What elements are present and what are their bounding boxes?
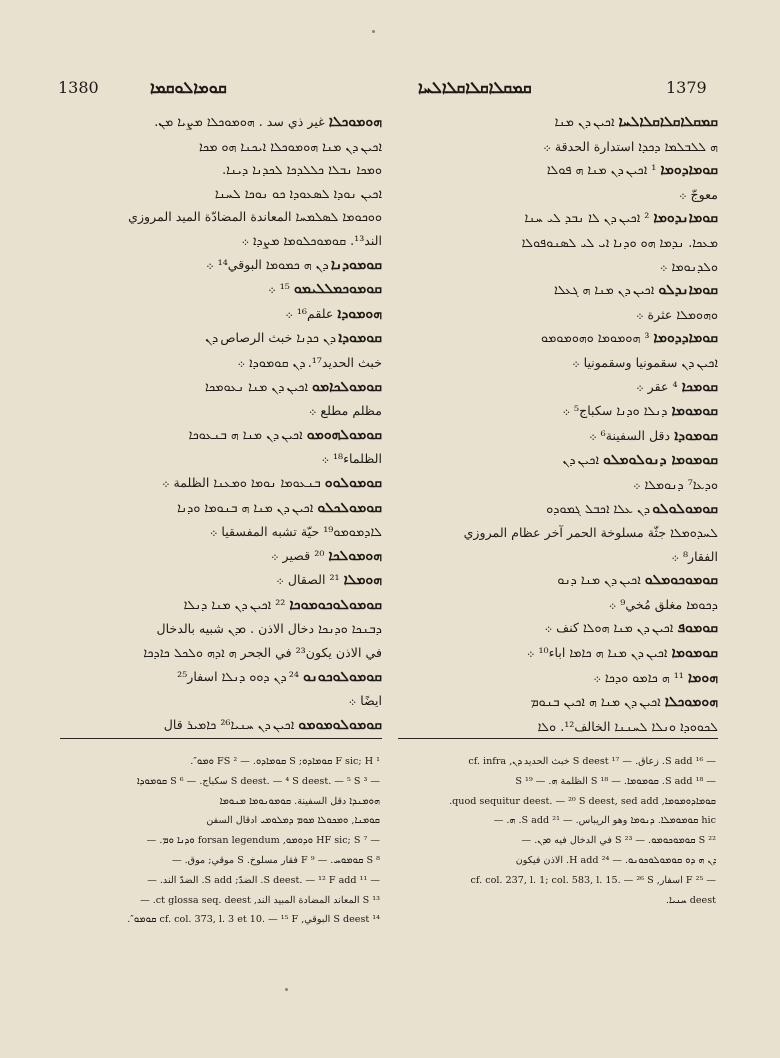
- dictionary-line: [398, 326, 718, 351]
- dictionary-line: [60, 713, 382, 738]
- entry-text: ²² ܐܟܝܢ ܕܢ ܡܢܐ ܕܢܠܐ: [183, 596, 286, 612]
- headword: ܩܘܡܘܠܘܘ: [324, 474, 382, 491]
- footnote-line: ¹³ S المعاند المضادة المبيد الند, ct glossa seq. deest. —: [140, 894, 380, 906]
- page-number-left: 1380: [58, 78, 99, 97]
- right-column: [398, 110, 718, 738]
- headword: ܩܘܡܐܕܘܡܐ: [660, 162, 718, 179]
- dictionary-line: [398, 545, 718, 569]
- entry-text: ܘܠܕܢܘܡܐ ܀: [659, 258, 718, 274]
- entry-text: ܐܟܝܢ ܕܢ ܡܢܐ ܗܘܡܘܟܠܐ ܐܝܟܢܐ ܗܘ ܡܟܐ: [198, 138, 382, 154]
- footnote-line: — ³ S deest. — ⁴ S deest. — ⁵ S سكباج. — ⁶ S ܩܘܡܘܕܐ: [137, 775, 380, 787]
- entry-text: ܕܟܘܡܐ مغلق مُخي⁹ ܀: [608, 596, 718, 612]
- headword: ܩܘܡܘܕܢܐ: [330, 256, 382, 273]
- footnote-line: — ²⁵ F اسفار, cf. col. 237, l. 1; col. 583, l. 15. — ²⁶ S: [470, 874, 716, 886]
- footnotes-left: [62, 752, 380, 930]
- entry-text: ܘܡܟܐ ܢܒܠܐ ܟܠܠܕܟܐ ܠܟܕܢܐ ܕܝܢܐ.: [222, 162, 382, 178]
- dictionary-line: [398, 666, 718, 691]
- dictionary-line: [398, 616, 718, 641]
- footnote-line: ܕܢ ܗ ܕܘ ܩܘܡܘܠܘܟܘܢܘ. — ²⁴ H add. الاذن فيكون: [515, 854, 716, 866]
- dictionary-line: [398, 375, 718, 400]
- dictionary-line: [398, 424, 718, 449]
- dictionary-line: [398, 715, 718, 739]
- dictionary-line: [398, 593, 718, 617]
- headword: ܩܘܡܘܡܐ: [671, 403, 718, 420]
- headword: ܗܘܡܘܟܠܐ: [328, 114, 382, 130]
- headword: ܩܘܡܐܕܕܘܡܐ: [653, 330, 718, 347]
- entry-text: في الاذن يكون²³ في الجحر ܗ ܐܕܗ ܘܠܟܠ ܟܐܕܟܐ: [143, 645, 382, 661]
- entry-text: ܒܢܥܘܡܐ ܢܘܡܐ ܘܡܥܢܐ الظلمة ܀: [161, 474, 321, 490]
- entry-text: ܐܟܝܢ ܕܢ ܡܢܐ ܗ ܓܥܠܐ: [554, 282, 655, 298]
- headword: ܩܘܡܐܢܕܘܡܐ: [653, 210, 718, 227]
- dictionary-line: [60, 158, 382, 182]
- headword: ܩܘܡܐܢܕܠܘ: [658, 282, 718, 299]
- entry-text: ܐܟܝܢ ܕܢ ܡܢܐ ܗ ܟܐܡܐ اباء¹⁰ ܀: [526, 645, 668, 661]
- dictionary-line: [398, 183, 718, 207]
- entry-text: ܐܟܝܢ ܕܢ سقمونيا وسقمونيا ܀: [572, 354, 718, 370]
- entry-text: ܐܟܝܢ ܕܢ ܡܢܐ ܢܥܘܡܟܐ: [205, 378, 308, 394]
- entry-text: ² ܐܟܝܢ ܕܢ ܠܐ ܢܒܕ ܠܝ ܚܢܐ: [524, 210, 650, 226]
- headword: ܩܘܡܘܕܐ: [338, 330, 382, 347]
- entry-text: ܠܚܕܘܡܠܐ جثّة مسلوخة الحمر آخر عظام المروزي: [463, 525, 718, 541]
- headword: ܩܡܩܠܐܩܠܐܩܠܐܠܚܐ: [618, 114, 718, 130]
- headword: ܩܘܡܘܕܐ: [674, 427, 718, 444]
- dictionary-line: [60, 593, 382, 618]
- footnote-line: — ¹¹ S deest. — ¹² F add. الضدّ; S add. الضدّ الند. —: [147, 874, 380, 886]
- entry-text: ܕܢ ܟܕܢܐ خبث الرصاص ܕܢ: [205, 330, 335, 346]
- headword: ܗܘܡܐ: [687, 669, 718, 686]
- footnote-line: ⁸ S ܩܘܡܘܚ. — ⁹ F فقار مسلوخ. S موقي; موق. —: [171, 854, 380, 866]
- entry-text: ܕܒܢܟܐ ܘܕܢܟܐ دخال الاذن . ܘܕܢ شبيه بالدخال: [156, 621, 382, 637]
- headword: ܩܘܡܘܟܘܡܠܘ: [644, 572, 718, 589]
- headword: ܩܘܡܘܠܘܟܘܢܘ: [302, 668, 382, 685]
- dictionary-line: [60, 110, 382, 135]
- dictionary-line: [60, 277, 382, 302]
- footnote-line: ܩܘܡܐܕܘܡܘܡܐ, quod sequitur deest. — ²⁰ S deest, sed add.: [449, 795, 716, 807]
- footnote-line: ¹ F sic; H ܩܘܡܐܕܘ; S ܩܘܡܐܕܘ. — ² FS ܘܡܘ″.: [190, 756, 380, 767]
- headword: ܩܘܡܘܡܐ ܕܢܘܠܘܡܠܘ: [603, 452, 718, 469]
- entry-text: ܕܢ ܥܠܐ ܐܟܒܠ ܓܡܘܕܘ: [546, 500, 649, 516]
- headword: ܩܘܡܘܟܡܠܠܝܡܘ: [293, 281, 382, 298]
- dictionary-line: [60, 617, 382, 641]
- dictionary-line: [398, 278, 718, 303]
- entry-text: ܐܟܝܢ ܢܘܕܐ ܠܣܥܘܕܐ ܟܘ ܢܘܟܐ ܠܚܢܐ: [214, 185, 382, 201]
- footnote-line: — ¹⁸ S add. ܩܘܡܘܡܐ. — ¹⁸ S الظلمة ܗ. — ¹⁹ S: [515, 775, 716, 787]
- entry-text: معوجّ ܀: [678, 186, 718, 202]
- dictionary-line: [398, 497, 718, 522]
- entry-text: ܘܗܘܡܠܐ عثرة ܀: [636, 306, 718, 322]
- dictionary-line: [60, 447, 382, 471]
- dictionary-line: [60, 665, 382, 690]
- footnote-line: ¹⁴ S deest البوقي, cf. col. 373, l. 3 et 10. — ¹⁵ F ܩܘܡܘ″.: [127, 914, 380, 926]
- headword: ܩܘܡܘܡܐ: [671, 645, 718, 662]
- dictionary-line: [60, 568, 382, 593]
- entry-text: ⁴ عقر ܀: [636, 378, 678, 394]
- dictionary-line: [60, 182, 382, 206]
- headword: ܩܘܡܟܐ: [681, 378, 718, 395]
- entry-text: ²⁴ ܕܢ ܕܘܘ ܕܢܠܐ اسفار²⁵: [177, 668, 299, 684]
- footnote-line: deest ܚܢܝܐ.: [665, 894, 716, 906]
- headword: ܩܘܡܘܠܘܡܘܡܘ: [298, 716, 382, 733]
- footnote-divider-right: [398, 738, 718, 739]
- dictionary-line: [398, 473, 718, 497]
- dictionary-line: [398, 690, 718, 715]
- dictionary-line: [60, 471, 382, 496]
- entry-text: ܐܟܝܢ ܕܢ ܡܢܐ ܗ ܒܢܥܘܟܐ: [188, 426, 303, 442]
- footnotes-right: [400, 752, 716, 910]
- entry-text: ܐܟܝܢ ܕܢ ܡܢܐ: [554, 114, 615, 129]
- headword: ܩܘܡܘܦ: [677, 620, 718, 637]
- dictionary-line: [60, 496, 382, 521]
- dictionary-line: [60, 641, 382, 665]
- dictionary-line: [60, 520, 382, 544]
- paper-speck: [285, 988, 288, 991]
- footnote-line: — ⁷ HF sic; S ܘܕܘܡܘ, forsan legendum ܘܕܢܐ ܘܡ. —: [146, 835, 380, 847]
- entry-text: ²¹ الصقال ܀: [276, 572, 340, 588]
- footnote-line: ܩܘܡܢܐ, ܘܡܟܘܠܐ ܡܘܡ ܕܡܠܘܡܝ ادقال السفن: [206, 815, 380, 827]
- headword: ܩܘܡܘܠܗܘܡܘ: [306, 426, 382, 443]
- entry-text: ܐܟܝܢ ܕܢ ܡܢܐ ܗ ܒܢܘܡܐ ܘܕܢܐ: [177, 499, 314, 515]
- dictionary-line: [60, 302, 382, 327]
- dictionary-line: [398, 158, 718, 183]
- entry-text: ¹⁵ ܀: [268, 281, 290, 297]
- dictionary-line: [398, 521, 718, 545]
- headword: ܩܘܡܘܠܘܠܘ: [652, 500, 718, 517]
- entry-text: ܐܟܝܢ ܕܢ ܡܢܐ ܕܢܘ: [557, 572, 641, 588]
- entry-text: ¹ ܐܟܝܢ ܕܢ ܡܢܐ ܗ ܦܘܠܐ: [546, 162, 657, 178]
- entry-text: ܐܟܝܢ ܕܢ ܚܢܝܐ²⁶ ܟܐܡܝܪ قال: [163, 716, 295, 732]
- headword: ܗܘܡܘܠܟܐ: [328, 547, 382, 564]
- paper-speck: [372, 30, 375, 33]
- headword: ܩܘܡܘܠܘܟܘܡܘܟܐ: [289, 596, 382, 613]
- dictionary-line: [398, 399, 718, 424]
- dictionary-line: [398, 231, 718, 255]
- headword: ܗܘܡܠܐ: [343, 572, 382, 589]
- dictionary-line: [60, 229, 382, 253]
- dictionary-line: [398, 303, 718, 327]
- entry-text: ܐܟܝܢ ܕܢ ܡܢܐ ܗ ܐܟܝܢ ܒܢܘܡ: [530, 694, 661, 710]
- footnote-divider-left: [60, 738, 382, 739]
- footnote-line: — ¹⁶ S add. زعاق. — ¹⁷ S deest خبث الحديد ܕܢ, cf. infra: [468, 756, 716, 767]
- headword: ܗܘܡܘܟܠܐ: [664, 694, 718, 711]
- entry-text: علقم¹⁶ ܀: [285, 305, 334, 321]
- entry-text: ܗ ܠܠܒܠܡܐ ܕܟܕܐ استدارة الحدقة ܀: [543, 138, 718, 154]
- dictionary-line: [60, 399, 382, 423]
- dictionary-line: [398, 255, 718, 279]
- dictionary-line: [60, 544, 382, 569]
- entry-text: الظلماء¹⁸ ܀: [321, 451, 382, 467]
- entry-text: ³ ܗܘܡܘܡܐ ܘܗܘܡܘܡܘ: [540, 330, 650, 346]
- headword: ܩܘܡܘܠܟܠܘ: [317, 499, 382, 516]
- headword: ܩܘܡܘܠܟܐܡܘ: [312, 378, 382, 395]
- dictionary-line: [60, 689, 382, 713]
- entry-text: دقل السفينة⁶ ܀: [589, 427, 671, 443]
- dictionary-line: [398, 206, 718, 231]
- dictionary-line: [60, 326, 382, 351]
- running-head-left: ܩܘܡܐܠܘܩܡܐ: [150, 78, 227, 97]
- entry-text: غير ذي سد . ܗܘܡܘܟܠܐ ܡܨܝܐ ܡܢ.: [154, 114, 325, 129]
- footnote-line: ²² S ܩܘܡܘܟܘܡܘ. — ²³ S في الدخال فيه ܘܕܢ. —: [521, 835, 716, 847]
- footnote-line: hic ܩܘܡܘܡܠܐ. ܕܢܘܡܐ وهو الريباس. — ²¹ S add. ܗ. —: [493, 815, 716, 827]
- dictionary-line: [398, 135, 718, 159]
- entry-text: الفقار⁸ ܀: [671, 548, 718, 564]
- entry-text: ايضًا ܀: [348, 693, 382, 709]
- entry-text: ܠܐܕܡܘܡܘ¹⁹ حيّة تشبه المفسقيا ܀: [209, 524, 382, 540]
- entry-text: خبث الحديد¹⁷. ܕܢ ܩܘܡܘܕܐ ܀: [237, 354, 382, 370]
- dictionary-line: [398, 448, 718, 473]
- dictionary-line: [60, 253, 382, 278]
- entry-text: الند¹³. ܩܘܡܘܟܠܘܡܐ ܡܨܕܐ ܀: [241, 232, 382, 248]
- running-head-right: ܩܡܩܠܐܩܠܐܩܠܐܠܚܐ: [418, 78, 532, 97]
- dictionary-line: [398, 110, 718, 135]
- entry-text: ܕܢܠܐ ܘܕܢܐ سكباج⁵ ܀: [562, 403, 668, 419]
- dictionary-line: [398, 641, 718, 666]
- entry-text: ܐܟܝܢ ܕܢ: [562, 452, 599, 468]
- entry-text: ²⁰ قصير ܀: [271, 547, 325, 563]
- footnote-line: ܗܘܡܢܕܐ دقل السفينة. ܩܘܡܘܢܘܡܐ ܡܢܘܡܐ: [219, 795, 380, 807]
- entry-text: مظلم مطلع ܀: [308, 403, 382, 419]
- dictionary-line: [398, 568, 718, 593]
- entry-text: ¹¹ ܗ ܟܐܡܘ ܘܕܟܐ ܀: [593, 669, 684, 685]
- entry-text: ܐܟܝܢ ܕܢ ܡܢܐ ܗܘܠܐ كنف ܀: [544, 620, 674, 636]
- dictionary-line: [60, 423, 382, 448]
- dictionary-line: [398, 351, 718, 375]
- entry-text: ܕܢ ܗ ܟܡܘܡܐ البوقي¹⁴ ܀: [206, 256, 327, 272]
- entry-text: ܘܘܟܘܡܐ ܠܣܠܡܚܐ المعاندة المضادّة الميد المروزي: [128, 209, 382, 225]
- dictionary-line: [60, 351, 382, 375]
- entry-text: ܡܥܟܐ. ܢܕܡܐ ܗܘ ܘܕܢܐ ܐܝ ܠܝ ܠܣܢܘܦܘܠܐ: [521, 234, 718, 250]
- headword: ܗܘܡܘܕܐ: [337, 305, 382, 322]
- left-column: [60, 110, 382, 737]
- entry-text: ܘܕܥܐ⁷ ܕܢܘܡܠܐ ܀: [632, 476, 718, 492]
- entry-text: ܠܟܘܘܕܐ ܘܢܠܐ ܠܚܢܢܐ الخالف¹². ܘܠܐ: [537, 718, 718, 734]
- page-number-right: 1379: [666, 78, 707, 97]
- dictionary-line: [60, 375, 382, 400]
- dictionary-line: [60, 205, 382, 229]
- dictionary-line: [60, 135, 382, 159]
